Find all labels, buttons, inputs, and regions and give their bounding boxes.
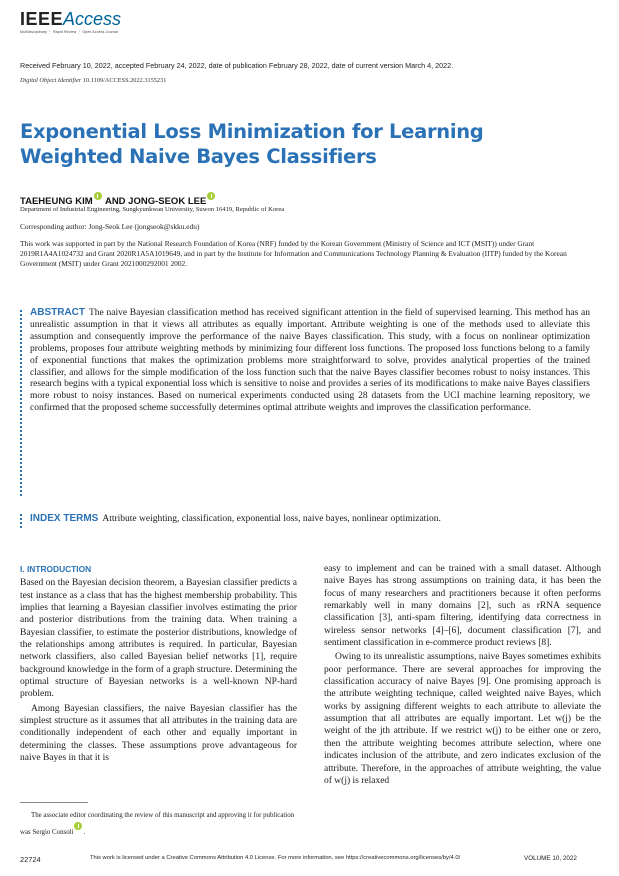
paper-title: Exponential Loss Minimization for Learning Weighted Naive Bayes Classifiers [20, 120, 484, 168]
editor-footnote: The associate editor coordinating the review of this manuscript and approving it for publication was Sergio Consoli . [20, 812, 295, 836]
author-line [20, 192, 216, 207]
body-column-left [20, 563, 297, 765]
volume-label: VOLUME 10, 2022 [524, 855, 577, 862]
publication-dates: Received February 10, 2022, accepted February 24, 2022, date of publication February 28, 2022, date of current version March 4, 2022. [20, 61, 454, 70]
footnote-text: The associate editor coordinating the review of this manuscript and approving it for publication was Sergio Consoli [20, 812, 295, 836]
paragraph: easy to implement and can be trained with a small dataset. Although naive Bayes has strong assumptions on training data, it has been the focus of many researchers and practitioners because it often performs remarkably well in many domains [2], such as rRNA sequence classification [3], anti-spam filtering, identifying data correctness in wireless sensor networks [4]–[6], document classification [7], and sentiment classification in e-commerce product reviews [8]. [324, 564, 601, 649]
doi-value[interactable]: 10.1109/ACCESS.2022.3155231 [82, 77, 167, 84]
index-terms-label: INDEX TERMS [30, 513, 99, 524]
logo-wordmark [20, 10, 121, 28]
paragraph: Based on the Bayesian decision theorem, a Bayesian classifier predicts a test instance as a class that has the highest membership probability. This implies that learning a Bayesian classifier involves estimating the prior and posterior distributions from the training data. When training a Bayesian classifier, to estimate the posterior distributions, knowledge of the relationships among attributes is required. In particular, Bayesian network classifiers, also called Bayesian belief networks [1], require background knowledge in the form of a graph structure. Determining the optimal structure of Bayesian networks is a well-known NP-hard problem. [20, 578, 297, 700]
abstract [30, 307, 590, 415]
doi-label: Digital Object Identifier [20, 77, 82, 84]
corresponding-author: Corresponding author: Jong-Seok Lee (jongseok@skku.edu) [20, 222, 200, 231]
index-terms [30, 513, 590, 525]
author-2: AND JONG-SEOK LEE [104, 196, 207, 207]
author-1: TAEHEUNG KIM [20, 196, 93, 207]
affiliation: Department of Industrial Engineering, Sungkyunkwan University, Suwon 16419, Republic of Korea [20, 206, 285, 213]
license-notice: This work is licensed under a Creative Commons Attribution 4.0 License. For more information, see https://creativecommons.org/licenses/by/4.0/ [90, 855, 461, 861]
journal-logo [20, 10, 121, 34]
orcid-icon[interactable] [94, 192, 102, 200]
page-number: 22724 [20, 855, 41, 864]
index-terms-marker [20, 514, 24, 528]
abstract-text: The naive Bayesian classification method has received significant attention in the field of supervised learning. This method has an unrealistic assumption in that it views all attributes as equally important. Attribute weighting is one of the methods used to alleviate this assumption and consequently improve the performance of the naive Bayes classification. This study, with a focus on nonlinear optimization problems, proposes four attribute weighting methods by minimizing four different loss functions. The proposed loss functions belong to a family of exponential functions that makes the optimization problems more straightforward to solve, provides analytical properties of the trained classifier, and allows for the simple modification of the loss function such that the naive Bayes classifier becomes robust to noisy instances. This research begins with a typical exponential loss which is sensitive to noise and provides a series of its modifications to make naive Bayes classifiers more robust to noisy instances. Based on numerical experiments conducted using 28 datasets from the UCI machine learning repository, we confirmed that the proposed scheme successfully determines optimal attribute weights and improves the classification performance. [30, 308, 590, 414]
section-heading-introduction: I. INTRODUCTION [20, 564, 92, 574]
body-column-right [324, 563, 601, 787]
orcid-icon[interactable] [207, 192, 215, 200]
paragraph: Among Bayesian classifiers, the naive Bayesian classifier has the simplest structure as it assumes that all attributes in the training data are conditionally independent of each other and equally important in determining the classes. These assumptions prove advantageous for naive Bayes in that it is [20, 703, 297, 764]
logo-tagline: Multidisciplinary ⋮ Rapid Review ⋮ Open Access Journal [20, 30, 119, 34]
funding-statement: This work was supported in part by the National Research Foundation of Korea (NRF) funded by the Korean Government (Ministry of Science and ICT (MSIT)) under Grant 2019R1A4A1024732 and Grant 2020R1A5A1019649, and in part by the Institute for Information and Communications Technology Planning & Evaluation (IITP) funded by the Korean Government (MSIT) under Grant 2021000292001 2002. [20, 239, 567, 268]
footnote-divider [20, 802, 88, 803]
abstract-label: ABSTRACT [30, 307, 85, 318]
logo-access-text: Access [63, 9, 122, 29]
paragraph: Owing to its unrealistic assumptions, naive Bayes sometimes exhibits poor performance. There are several approaches for improving the classification accuracy of naive Bayes [9]. One promising approach is the attribute weighting technique, called weighted naive Bayes, which works by assigning different weights to each attribute to alleviate the assumption that all attributes are equally important. Let w(j) be the weight of the jth attribute. If we restrict w(j) to be either one or zero, then the attribute weighting becomes attribute selection, where one indicates inclusion of the attribute, and zero indicates exclusion of the attribute. Therefore, in the approaches of attribute weighting, the value of w(j) is relaxed [324, 652, 601, 786]
index-terms-text: Attribute weighting, classification, exponential loss, naive bayes, nonlinear optimization. [102, 514, 441, 524]
logo-ieee-text: IEEE [20, 9, 64, 29]
abstract-marker [20, 310, 24, 496]
doi-line [20, 77, 166, 84]
orcid-icon[interactable] [74, 822, 82, 830]
